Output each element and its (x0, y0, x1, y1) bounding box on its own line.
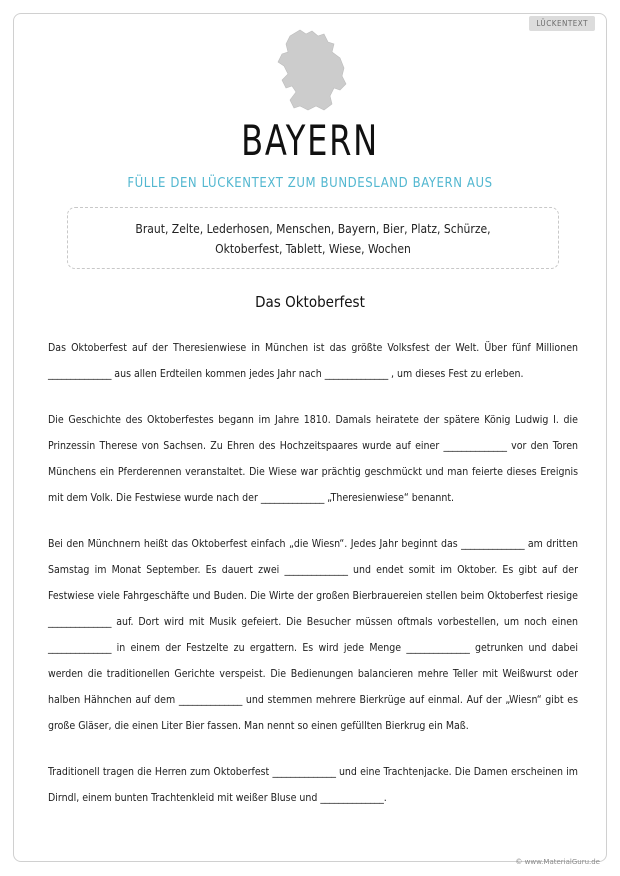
blank-12[interactable]: ______________ (320, 792, 384, 804)
blank-6[interactable]: ______________ (284, 564, 348, 576)
worksheet-type-badge: LÜCKENTEXT (529, 16, 595, 31)
word-bank-box (67, 207, 559, 269)
paragraph-3: Bei den Münchnern heißt das Oktoberfest einfach „die Wiesn“. Jedes Jahr beginnt das ______________ am dritten Samstag im Monat September. Es dauert zwei ______________ und endet somit im Oktober. Es gibt auf der Festwiese viele Fahrgeschäfte und Buden. Die Wirte der großen Bierbrauereien stellen beim Oktoberfest riesige ______________ auf. Dort wird mit Musik gefeiert. Die Besucher müssen oftmals vorbestellen, um noch einen ______________ in einem der Festzelte zu ergattern. Es wird jede Menge ______________ getrunken und dabei werden die traditionellen Gerichte verspeist. Die Bedienungen balancieren mehre Teller mit Weißwurst oder halben Hähnchen auf dem ______________ und stemmen mehrere Bierkrüge auf einmal. Auf der „Wiesn“ gibt es große Gläser, die einen Liter Bier fassen. Man nennt so einen gefüllten Bierkrug ein Maß. (48, 538, 579, 732)
page-title: BAYERN (241, 116, 379, 165)
bavaria-map-icon (272, 28, 348, 112)
cloze-text (48, 335, 578, 831)
blank-5[interactable]: ______________ (461, 538, 525, 550)
blank-8[interactable]: ______________ (48, 642, 112, 654)
blank-10[interactable]: ______________ (178, 694, 243, 706)
blank-11[interactable]: ______________ (272, 766, 336, 778)
word-bank-line-1: Braut, Zelte, Lederhosen, Menschen, Bayern, Bier, Platz, Schürze, (135, 222, 491, 236)
blank-1[interactable]: ______________ (48, 368, 112, 380)
blank-3[interactable]: ______________ (443, 440, 507, 452)
paragraph-4: Traditionell tragen die Herren zum Oktoberfest ______________ und eine Trachtenjacke. Die Damen erscheinen im Dirndl, einem bunten Trachtenkleid mit weißer Bluse und ______________. (48, 766, 578, 804)
copyright-footer: © www.MaterialGuru.de (515, 858, 600, 866)
blank-9[interactable]: ______________ (406, 642, 470, 654)
paragraph-2: Die Geschichte des Oktoberfestes begann im Jahre 1810. Damals heiratete der spätere König Ludwig I. die Prinzessin Therese von Sachsen. Zu Ehren des Hochzeitspaares wurde auf einer ______________ vor den Toren Münchens ein Pferderennen veranstaltet. Die Wiese war prächtig geschmückt und man feierte dieses Ereignis mit dem Volk. Die Festwiese wurde nach der ______________ „Theresienwiese“ benannt. (48, 414, 579, 504)
blank-4[interactable]: ______________ (260, 492, 325, 504)
word-bank-line-2: Oktoberfest, Tablett, Wiese, Wochen (215, 242, 411, 256)
page-subtitle: FÜLLE DEN LÜCKENTEXT ZUM BUNDESLAND BAYERN AUS (127, 176, 493, 191)
paragraph-1: Das Oktoberfest auf der Theresienwiese in München ist das größte Volksfest der Welt. Über fünf Millionen ______________ aus allen Erdteilen kommen jedes Jahr nach ______________ , um dieses Fest zu erleben. (48, 342, 578, 380)
blank-7[interactable]: ______________ (48, 616, 112, 628)
blank-2[interactable]: ______________ (324, 368, 389, 380)
section-title: Das Oktoberfest (255, 293, 365, 311)
